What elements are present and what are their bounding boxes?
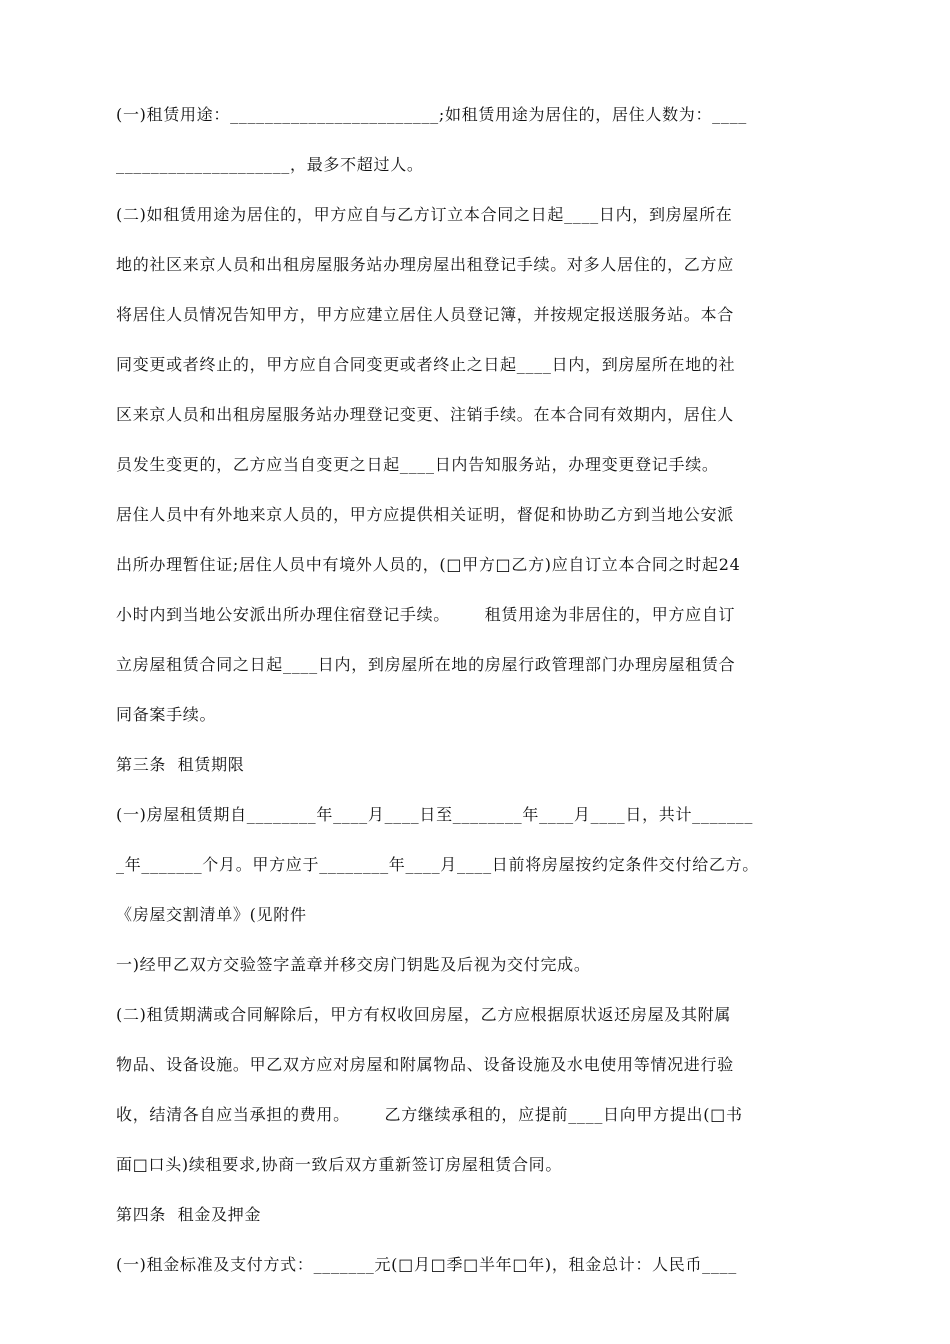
paragraph-line: 收，结清各自应当承担的费用。 乙方继续承租的，应提前____日向甲方提出(□书	[116, 1105, 743, 1124]
paragraph-line: 出所办理暂住证;居住人员中有境外人员的，(□甲方□乙方)应自订立本合同之时起24	[116, 555, 741, 574]
paragraph-line: 地的社区来京人员和出租房屋服务站办理房屋出租登记手续。对多人居住的，乙方应	[116, 255, 734, 274]
section-heading: 第四条 租金及押金	[116, 1205, 262, 1224]
paragraph-line: (一)房屋租赁期自________年____月____日至________年____月____日，共计_______	[116, 805, 754, 824]
paragraph-line: 居住人员中有外地来京人员的，甲方应提供相关证明，督促和协助乙方到当地公安派	[116, 505, 734, 524]
paragraph-line: _年_______个月。甲方应于________年____月____日前将房屋按约定条件交付给乙方。	[116, 855, 760, 874]
paragraph-line: (二)租赁期满或合同解除后，甲方有权收回房屋，乙方应根据原状返还房屋及其附属	[116, 1005, 732, 1024]
paragraph-line: (一)租金标准及支付方式：_______元(□月□季□半年□年)，租金总计：人民币____	[116, 1255, 737, 1274]
paragraph-line: (二)如租赁用途为居住的，甲方应自与乙方订立本合同之日起____日内，到房屋所在	[116, 205, 733, 224]
paragraph-line: 一)经甲乙双方交验签字盖章并移交房门钥匙及后视为交付完成。	[116, 955, 591, 974]
section-heading: 第三条 租赁期限	[116, 755, 245, 774]
paragraph-line: 同备案手续。	[116, 705, 217, 724]
paragraph-line: 物品、设备设施。甲乙双方应对房屋和附属物品、设备设施及水电使用等情况进行验	[116, 1055, 734, 1074]
paragraph-line: 小时内到当地公安派出所办理住宿登记手续。 租赁用途为非居住的，甲方应自订	[116, 605, 736, 624]
paragraph-line: 员发生变更的，乙方应当自变更之日起____日内告知服务站，办理变更登记手续。	[116, 455, 719, 474]
paragraph-line: 将居住人员情况告知甲方，甲方应建立居住人员登记簿，并按规定报送服务站。本合	[116, 305, 734, 324]
paragraph-line: ____________________，最多不超过人。	[116, 155, 424, 174]
paragraph-line: 立房屋租赁合同之日起____日内，到房屋所在地的房屋行政管理部门办理房屋租赁合	[116, 655, 736, 674]
paragraph-line: 同变更或者终止的，甲方应自合同变更或者终止之日起____日内，到房屋所在地的社	[116, 355, 736, 374]
paragraph-line: 《房屋交割清单》(见附件	[116, 905, 307, 924]
paragraph-line: (一)租赁用途：________________________;如租赁用途为居住的，居住人数为：____	[116, 105, 747, 124]
paragraph-line: 面□口头)续租要求,协商一致后双方重新签订房屋租赁合同。	[116, 1155, 563, 1174]
paragraph-line: 区来京人员和出租房屋服务站办理登记变更、注销手续。在本合同有效期内，居住人	[116, 405, 734, 424]
